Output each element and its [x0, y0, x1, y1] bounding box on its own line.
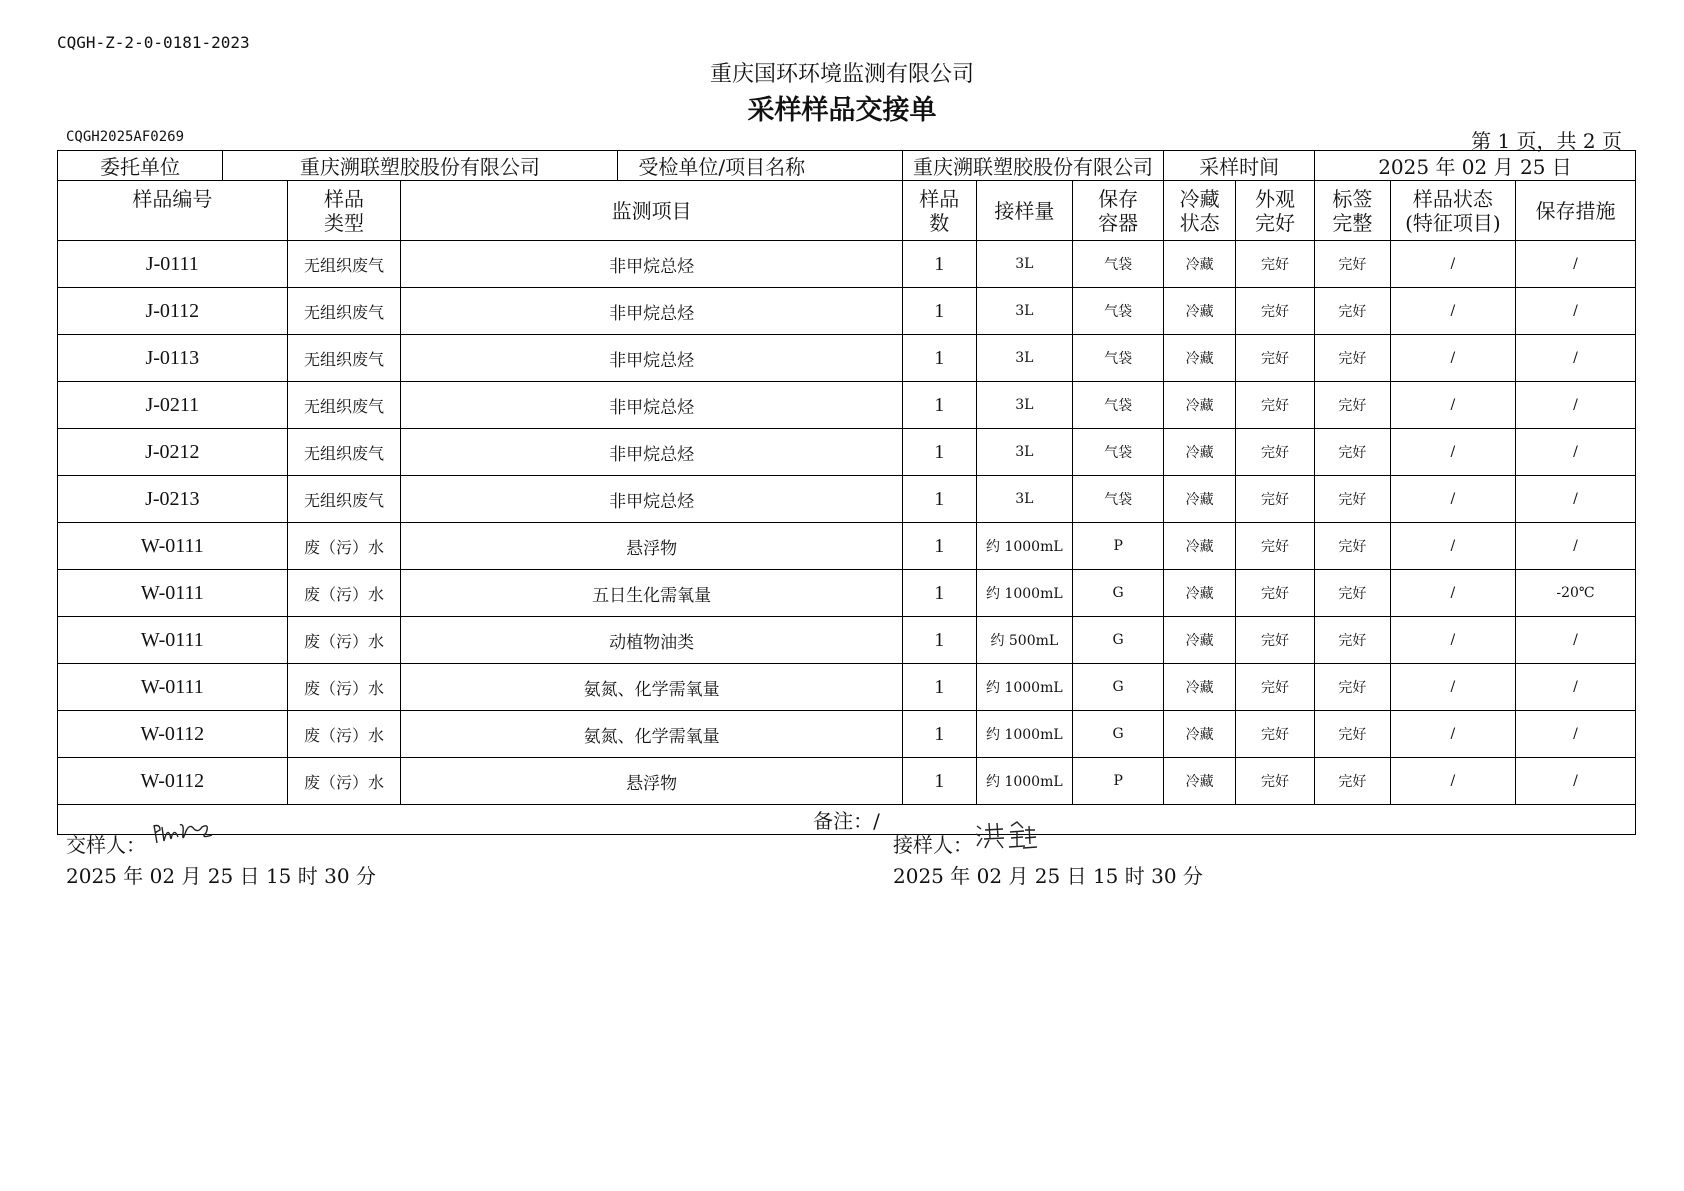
- cell-count: 1: [902, 429, 976, 476]
- cell-label: 完好: [1314, 523, 1390, 570]
- cell-volume: 约 1000mL: [976, 523, 1072, 570]
- table-row: [58, 382, 1636, 429]
- cell-type: 废（污）水: [287, 711, 401, 758]
- cell-id: W-0112: [58, 758, 288, 805]
- col-status: 样品状态 (特征项目): [1390, 181, 1515, 241]
- cell-label: 完好: [1314, 476, 1390, 523]
- cell-appearance: 完好: [1236, 476, 1315, 523]
- cell-cold: 冷藏: [1164, 664, 1236, 711]
- cell-container: G: [1073, 617, 1164, 664]
- project-label: [617, 151, 902, 181]
- cell-status: /: [1390, 617, 1515, 664]
- cell-count: 1: [902, 288, 976, 335]
- cell-appearance: 完好: [1236, 429, 1315, 476]
- cell-id: J-0111: [58, 241, 288, 288]
- table-row: [58, 288, 1636, 335]
- col-container: 保存 容器: [1073, 181, 1164, 241]
- cell-volume: 3L: [976, 382, 1072, 429]
- cell-id: W-0111: [58, 570, 288, 617]
- cell-container: G: [1073, 711, 1164, 758]
- project-label-text: 受检单位/项目名称: [638, 155, 806, 179]
- receiver-signature: [973, 818, 1039, 852]
- receiver-time: 2025 年 02 月 25 日 15 时 30 分: [893, 864, 1203, 888]
- cell-id: W-0112: [58, 711, 288, 758]
- cell-item: 氨氮、化学需氧量: [401, 711, 902, 758]
- document-code: CQGH-Z-2-0-0181-2023: [57, 33, 250, 52]
- table-row: [58, 476, 1636, 523]
- cell-container: 气袋: [1073, 288, 1164, 335]
- cell-count: 1: [902, 241, 976, 288]
- cell-preserve: /: [1515, 429, 1635, 476]
- cell-count: 1: [902, 570, 976, 617]
- cell-type: 无组织废气: [287, 335, 401, 382]
- cell-item: 氨氮、化学需氧量: [401, 664, 902, 711]
- cell-container: 气袋: [1073, 382, 1164, 429]
- table-row: [58, 664, 1636, 711]
- remark-row: [58, 805, 1636, 835]
- cell-type: 废（污）水: [287, 523, 401, 570]
- cell-item: 非甲烷总烃: [401, 335, 902, 382]
- cell-status: /: [1390, 758, 1515, 805]
- time-value: 2025 年 02 月 25 日: [1314, 151, 1635, 181]
- cell-container: 气袋: [1073, 335, 1164, 382]
- table-row: [58, 758, 1636, 805]
- cell-appearance: 完好: [1236, 382, 1315, 429]
- page-title: 采样样品交接单: [747, 95, 937, 126]
- cell-preserve: /: [1515, 664, 1635, 711]
- cell-label: 完好: [1314, 382, 1390, 429]
- cell-type: 无组织废气: [287, 241, 401, 288]
- cell-label: 完好: [1314, 288, 1390, 335]
- cell-status: /: [1390, 570, 1515, 617]
- cell-volume: 3L: [976, 429, 1072, 476]
- cell-status: /: [1390, 241, 1515, 288]
- cell-type: 无组织废气: [287, 288, 401, 335]
- cell-container: 气袋: [1073, 476, 1164, 523]
- cell-count: 1: [902, 523, 976, 570]
- client-label: 委托单位: [58, 151, 223, 181]
- cell-preserve: /: [1515, 758, 1635, 805]
- remark: 备注：/: [58, 805, 1636, 835]
- cell-count: 1: [902, 664, 976, 711]
- col-item: 监测项目: [401, 181, 902, 241]
- cell-volume: 约 500mL: [976, 617, 1072, 664]
- cell-preserve: /: [1515, 711, 1635, 758]
- cell-container: G: [1073, 664, 1164, 711]
- cell-cold: 冷藏: [1164, 429, 1236, 476]
- col-label: 标签 完整: [1314, 181, 1390, 241]
- cell-id: W-0111: [58, 523, 288, 570]
- cell-cold: 冷藏: [1164, 382, 1236, 429]
- table-row: [58, 429, 1636, 476]
- cell-volume: 3L: [976, 288, 1072, 335]
- cell-preserve: /: [1515, 335, 1635, 382]
- project-value: 重庆溯联塑胶股份有限公司: [902, 151, 1163, 181]
- cell-item: 悬浮物: [401, 758, 902, 805]
- cell-label: 完好: [1314, 711, 1390, 758]
- cell-type: 废（污）水: [287, 570, 401, 617]
- cell-item: 动植物油类: [401, 617, 902, 664]
- cell-id: J-0112: [58, 288, 288, 335]
- cell-container: P: [1073, 523, 1164, 570]
- info-row: [58, 151, 1636, 181]
- cell-container: 气袋: [1073, 241, 1164, 288]
- cell-status: /: [1390, 288, 1515, 335]
- cell-container: P: [1073, 758, 1164, 805]
- cell-count: 1: [902, 617, 976, 664]
- cell-count: 1: [902, 758, 976, 805]
- cell-appearance: 完好: [1236, 288, 1315, 335]
- cell-status: /: [1390, 711, 1515, 758]
- cell-status: /: [1390, 429, 1515, 476]
- cell-preserve: /: [1515, 288, 1635, 335]
- cell-count: 1: [902, 476, 976, 523]
- cell-type: 无组织废气: [287, 476, 401, 523]
- cell-type: 废（污）水: [287, 617, 401, 664]
- cell-item: 非甲烷总烃: [401, 382, 902, 429]
- cell-label: 完好: [1314, 570, 1390, 617]
- cell-id: J-0213: [58, 476, 288, 523]
- cell-type: 废（污）水: [287, 664, 401, 711]
- cell-volume: 约 1000mL: [976, 570, 1072, 617]
- cell-count: 1: [902, 382, 976, 429]
- table-row: [58, 335, 1636, 382]
- cell-volume: 3L: [976, 476, 1072, 523]
- cell-cold: 冷藏: [1164, 758, 1236, 805]
- col-volume: 接样量: [976, 181, 1072, 241]
- table-row: [58, 523, 1636, 570]
- table-header-row: [58, 181, 1636, 241]
- cell-appearance: 完好: [1236, 758, 1315, 805]
- table-row: [58, 570, 1636, 617]
- table-row: [58, 711, 1636, 758]
- cell-id: J-0113: [58, 335, 288, 382]
- cell-volume: 3L: [976, 335, 1072, 382]
- cell-label: 完好: [1314, 335, 1390, 382]
- col-cold: 冷藏 状态: [1164, 181, 1236, 241]
- cell-appearance: 完好: [1236, 711, 1315, 758]
- cell-preserve: /: [1515, 241, 1635, 288]
- cell-cold: 冷藏: [1164, 570, 1236, 617]
- company-name: 重庆国环环境监测有限公司: [709, 62, 974, 87]
- col-preserve: 保存措施: [1515, 181, 1635, 241]
- cell-type: 无组织废气: [287, 382, 401, 429]
- cell-id: W-0111: [58, 617, 288, 664]
- receiver-person-label: 接样人：: [893, 833, 973, 857]
- cell-type: 废（污）水: [287, 758, 401, 805]
- cell-preserve: /: [1515, 382, 1635, 429]
- cell-item: 悬浮物: [401, 523, 902, 570]
- cell-status: /: [1390, 335, 1515, 382]
- cell-cold: 冷藏: [1164, 711, 1236, 758]
- cell-volume: 3L: [976, 241, 1072, 288]
- cell-cold: 冷藏: [1164, 241, 1236, 288]
- cell-cold: 冷藏: [1164, 523, 1236, 570]
- cell-id: J-0211: [58, 382, 288, 429]
- cell-preserve: /: [1515, 476, 1635, 523]
- cell-cold: 冷藏: [1164, 476, 1236, 523]
- cell-count: 1: [902, 711, 976, 758]
- cell-item: 非甲烷总烃: [401, 288, 902, 335]
- cell-volume: 约 1000mL: [976, 758, 1072, 805]
- cell-appearance: 完好: [1236, 570, 1315, 617]
- cell-cold: 冷藏: [1164, 335, 1236, 382]
- cell-status: /: [1390, 476, 1515, 523]
- cell-cold: 冷藏: [1164, 288, 1236, 335]
- cell-appearance: 完好: [1236, 523, 1315, 570]
- form-number: CQGH2025AF0269: [66, 129, 185, 145]
- cell-label: 完好: [1314, 758, 1390, 805]
- cell-container: G: [1073, 570, 1164, 617]
- cell-label: 完好: [1314, 617, 1390, 664]
- cell-type: 无组织废气: [287, 429, 401, 476]
- cell-appearance: 完好: [1236, 241, 1315, 288]
- handover-time: 2025 年 02 月 25 日 15 时 30 分: [66, 864, 376, 888]
- col-appearance: 外观 完好: [1236, 181, 1315, 241]
- cell-preserve: -20℃: [1515, 570, 1635, 617]
- cell-volume: 约 1000mL: [976, 664, 1072, 711]
- col-count: 样品 数: [902, 181, 976, 241]
- sample-handover-table: [57, 150, 1636, 835]
- col-sample-type: 样品 类型: [287, 181, 401, 241]
- cell-count: 1: [902, 335, 976, 382]
- cell-id: J-0212: [58, 429, 288, 476]
- cell-status: /: [1390, 664, 1515, 711]
- table-body: [58, 241, 1636, 805]
- table-row: [58, 241, 1636, 288]
- cell-container: 气袋: [1073, 429, 1164, 476]
- cell-appearance: 完好: [1236, 664, 1315, 711]
- handover-signature: [150, 817, 218, 849]
- time-label: 采样时间: [1164, 151, 1315, 181]
- cell-label: 完好: [1314, 429, 1390, 476]
- cell-cold: 冷藏: [1164, 617, 1236, 664]
- cell-status: /: [1390, 523, 1515, 570]
- table-row: [58, 617, 1636, 664]
- cell-label: 完好: [1314, 664, 1390, 711]
- cell-preserve: /: [1515, 617, 1635, 664]
- cell-item: 非甲烷总烃: [401, 429, 902, 476]
- cell-item: 五日生化需氧量: [401, 570, 902, 617]
- page-indicator: 第 1 页，共 2 页: [1471, 129, 1622, 153]
- cell-preserve: /: [1515, 523, 1635, 570]
- cell-id: W-0111: [58, 664, 288, 711]
- cell-volume: 约 1000mL: [976, 711, 1072, 758]
- cell-appearance: 完好: [1236, 617, 1315, 664]
- handover-person-label: 交样人：: [66, 833, 146, 857]
- cell-appearance: 完好: [1236, 335, 1315, 382]
- cell-label: 完好: [1314, 241, 1390, 288]
- cell-status: /: [1390, 382, 1515, 429]
- cell-item: 非甲烷总烃: [401, 241, 902, 288]
- cell-item: 非甲烷总烃: [401, 476, 902, 523]
- col-sample-id: 样品编号: [58, 181, 288, 241]
- client-value: 重庆溯联塑胶股份有限公司: [223, 151, 618, 181]
